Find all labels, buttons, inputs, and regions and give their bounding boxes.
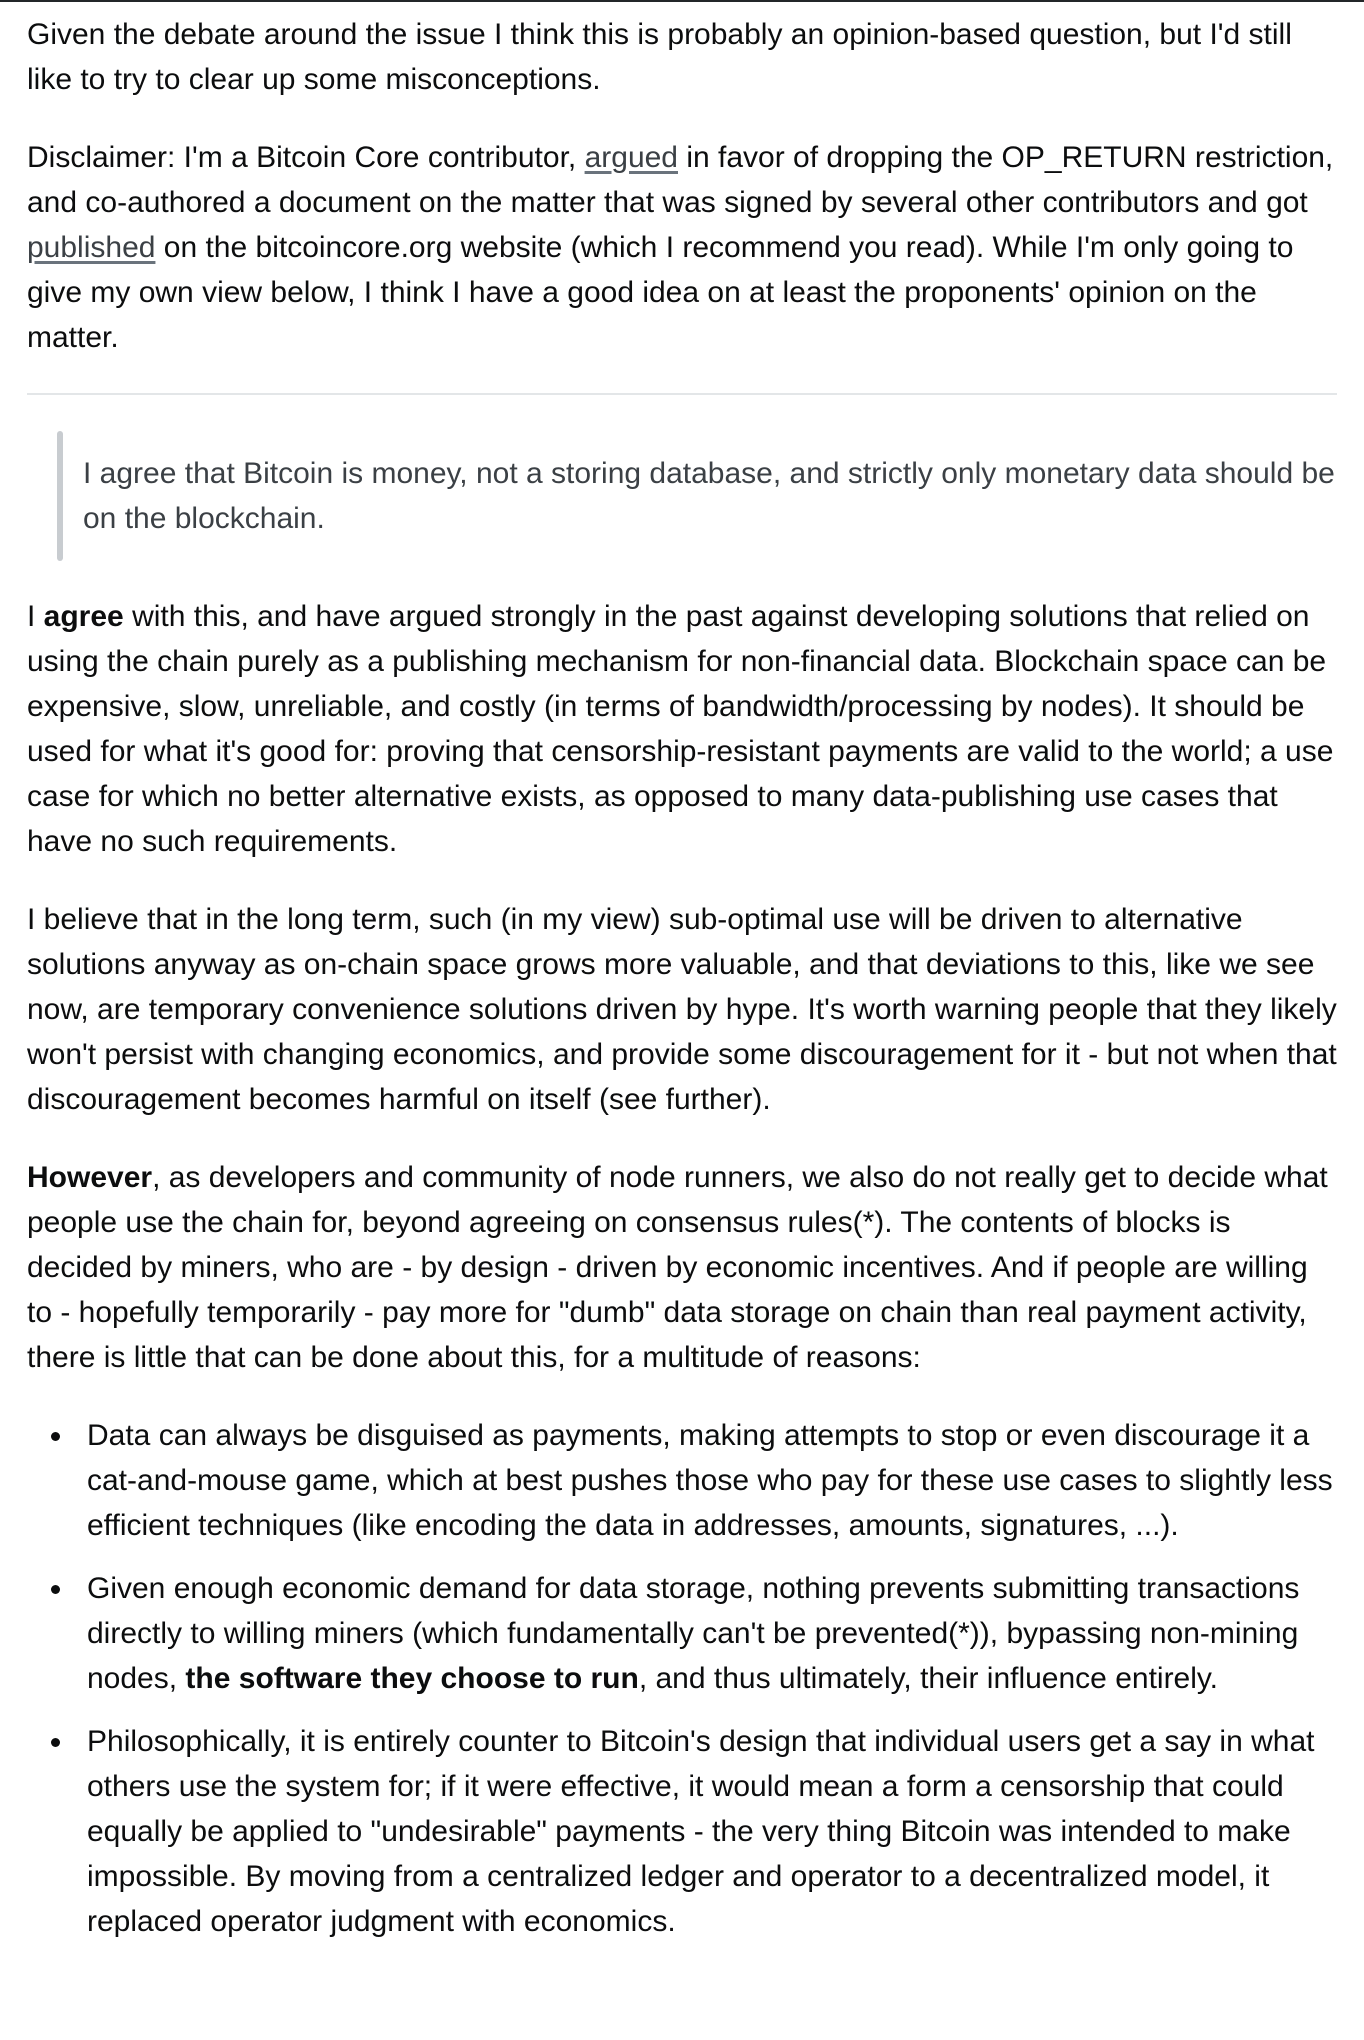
quoted-question <box>27 431 1337 561</box>
list-item-text-1: Given enough economic demand for data storage, nothing prevents submitting transactions directly to willing miners (which fundamentally can't be prevented(*)), bypassing non-mining nodes, <box>87 1572 1300 1695</box>
disclaimer-paragraph <box>27 135 1337 360</box>
reasons-list <box>27 1413 1337 1944</box>
section-divider <box>27 393 1337 395</box>
argued-link[interactable]: argued <box>584 141 678 174</box>
however-bold: However <box>27 1161 153 1194</box>
list-item <box>87 1566 1337 1701</box>
list-item: Philosophically, it is entirely counter to Bitcoin's design that individual users get a say in what others use the system for; if it were effective, it would mean a form a censorship that could equally be applied to "undesirable" payments - the very thing Bitcoin was intended to make impossible. By moving from a centralized ledger and operator to a decentralized model, it replaced operator judgment with economics. <box>87 1719 1337 1944</box>
disclaimer-text-1: Disclaimer: I'm a Bitcoin Core contributor, <box>27 141 585 174</box>
long-term-paragraph: I believe that in the long term, such (in my view) sub-optimal use will be driven to alternative solutions anyway as on-chain space grows more valuable, and that deviations to this, like we see now, are temporary convenience solutions driven by hype. It's worth warning people that they likely won't persist with changing economics, and provide some discouragement for it - but not when that discouragement becomes harmful on itself (see further). <box>27 903 1337 1116</box>
however-text: , as developers and community of node runners, we also do not really get to decide what people use the chain for, beyond agreeing on consensus rules(*). The contents of blocks is decided by miners, who are - by design - driven by economic incentives. And if people are willing to - hopefully temporarily - pay more for "dumb" data storage on chain than real payment activity, there is little that can be done about this, for a multitude of reasons: <box>27 1161 1328 1374</box>
list-item-text-2: , and thus ultimately, their influence entirely. <box>638 1662 1219 1695</box>
list-item-bold: the software they choose to run <box>185 1662 639 1695</box>
answer-body <box>27 12 1337 1962</box>
disclaimer-text-3: on the bitcoincore.org website (which I recommend you read). While I'm only going to give my own view below, I think I have a good idea on at least the proponents' opinion on the matter. <box>27 231 1294 354</box>
published-link[interactable]: published <box>27 231 156 264</box>
top-border <box>0 0 1364 2</box>
agree-text-1: I <box>27 600 44 633</box>
quote-text: I agree that Bitcoin is money, not a storing database, and strictly only monetary data should be on the blockchain. <box>83 457 1335 535</box>
agree-bold: agree <box>43 600 124 633</box>
disclaimer-text-2: in favor of dropping the OP_RETURN restriction, and co-authored a document on the matter that was signed by several other contributors and got <box>27 141 1334 219</box>
agree-text-2: with this, and have argued strongly in the past against developing solutions that relied on using the chain purely as a publishing mechanism for non-financial data. Blockchain space can be expensive, slow, unreliable, and costly (in terms of bandwidth/processing by nodes). It should be used for what it's good for: proving that censorship-resistant payments are valid to the world; a use case for which no better alternative exists, as opposed to many data-publishing use cases that have no such requirements. <box>27 600 1334 858</box>
list-item: Data can always be disguised as payments, making attempts to stop or even discourage it a cat-and-mouse game, which at best pushes those who pay for these use cases to slightly less efficient techniques (like encoding the data in addresses, amounts, signatures, ...). <box>87 1413 1337 1548</box>
agree-paragraph <box>27 594 1337 864</box>
however-paragraph <box>27 1155 1337 1380</box>
intro-paragraph: Given the debate around the issue I think this is probably an opinion-based question, but I'd still like to try to clear up some misconceptions. <box>27 18 1292 96</box>
